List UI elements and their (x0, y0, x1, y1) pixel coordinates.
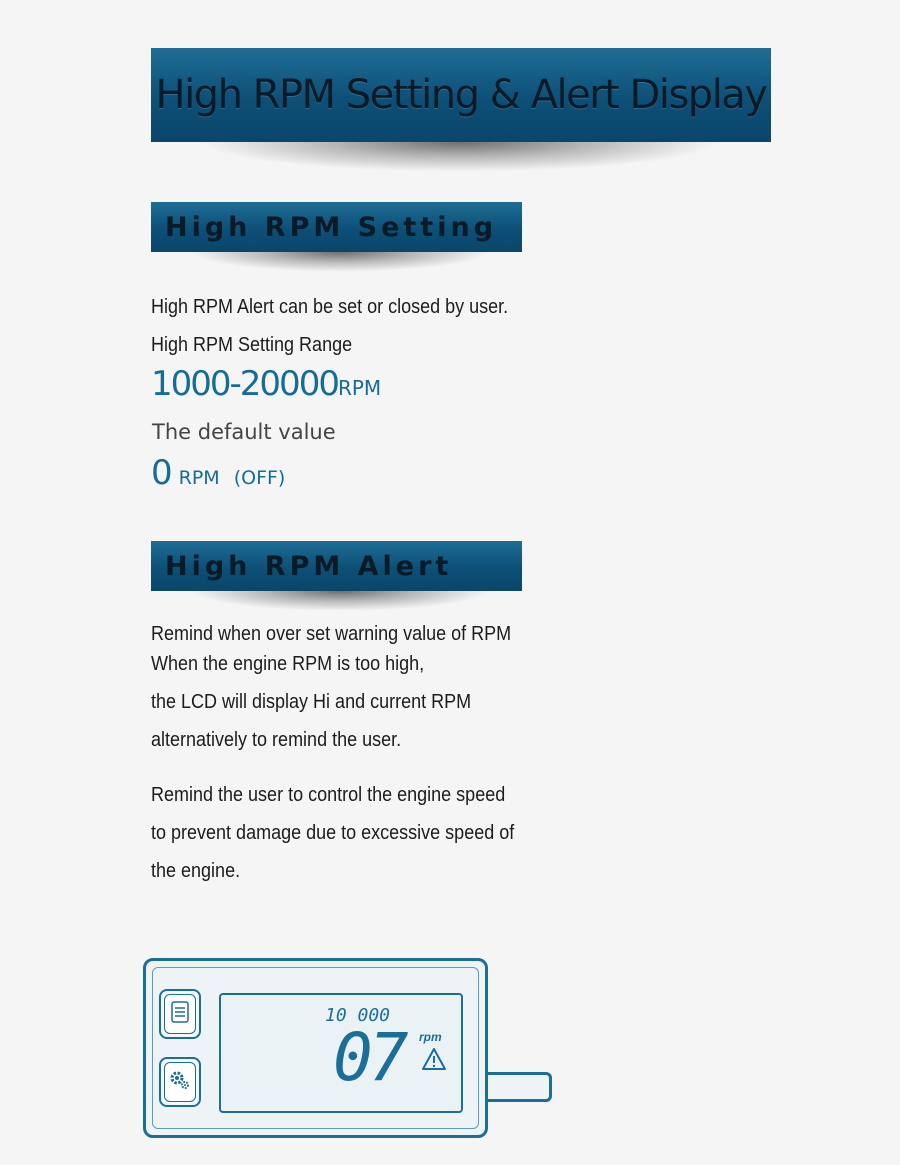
tachometer-device (143, 958, 488, 1138)
settings-button-face (164, 1062, 196, 1102)
rpm-range-value: 1000-20000 (151, 364, 338, 404)
cable-illustration (488, 1072, 552, 1102)
default-value-state: (OFF) (233, 467, 286, 489)
section-banner-shadow (190, 252, 490, 272)
default-value-unit: RPM (178, 467, 220, 489)
section-heading-setting: High RPM Setting (165, 211, 498, 243)
section-banner-shadow (190, 591, 490, 611)
section-banner-alert (151, 541, 522, 591)
section-heading-alert: High RPM Alert (165, 550, 453, 582)
warning-icon (421, 1047, 447, 1071)
gear-icon (168, 1068, 192, 1097)
alert-line-5: Remind the user to control the engine speed (151, 784, 506, 806)
menu-button-face (164, 994, 196, 1034)
lcd-rpm-unit: rpm (419, 1030, 442, 1044)
default-value-label: The default value (152, 420, 336, 444)
rpm-range-unit: RPM (337, 376, 382, 400)
lcd-screen (219, 993, 463, 1113)
page-title: High RPM Setting & Alert Display (155, 72, 767, 118)
alert-line-6: to prevent damage due to excessive speed of (151, 822, 515, 844)
lcd-rpm-digits: 07 (333, 1019, 405, 1096)
lcd-set-value: 10 000 (325, 1005, 391, 1026)
menu-icon (170, 1000, 190, 1029)
settings-button (159, 1057, 201, 1107)
menu-button (159, 989, 201, 1039)
default-value-number: 0 (151, 453, 173, 493)
title-banner (151, 48, 771, 142)
alert-line-7: the engine. (151, 860, 241, 882)
default-value (151, 453, 285, 493)
rpm-range (151, 364, 381, 404)
setting-line-1: High RPM Alert can be set or closed by user. (151, 296, 509, 318)
setting-line-2: High RPM Setting Range (151, 334, 353, 356)
title-banner-shadow (200, 142, 720, 172)
alert-line-2: When the engine RPM is too high, (151, 653, 425, 675)
alert-line-3: the LCD will display Hi and current RPM (151, 691, 472, 713)
section-banner-setting (151, 202, 522, 252)
alert-line-4: alternatively to remind the user. (151, 729, 402, 751)
alert-line-1: Remind when over set warning value of RPM (151, 623, 512, 645)
